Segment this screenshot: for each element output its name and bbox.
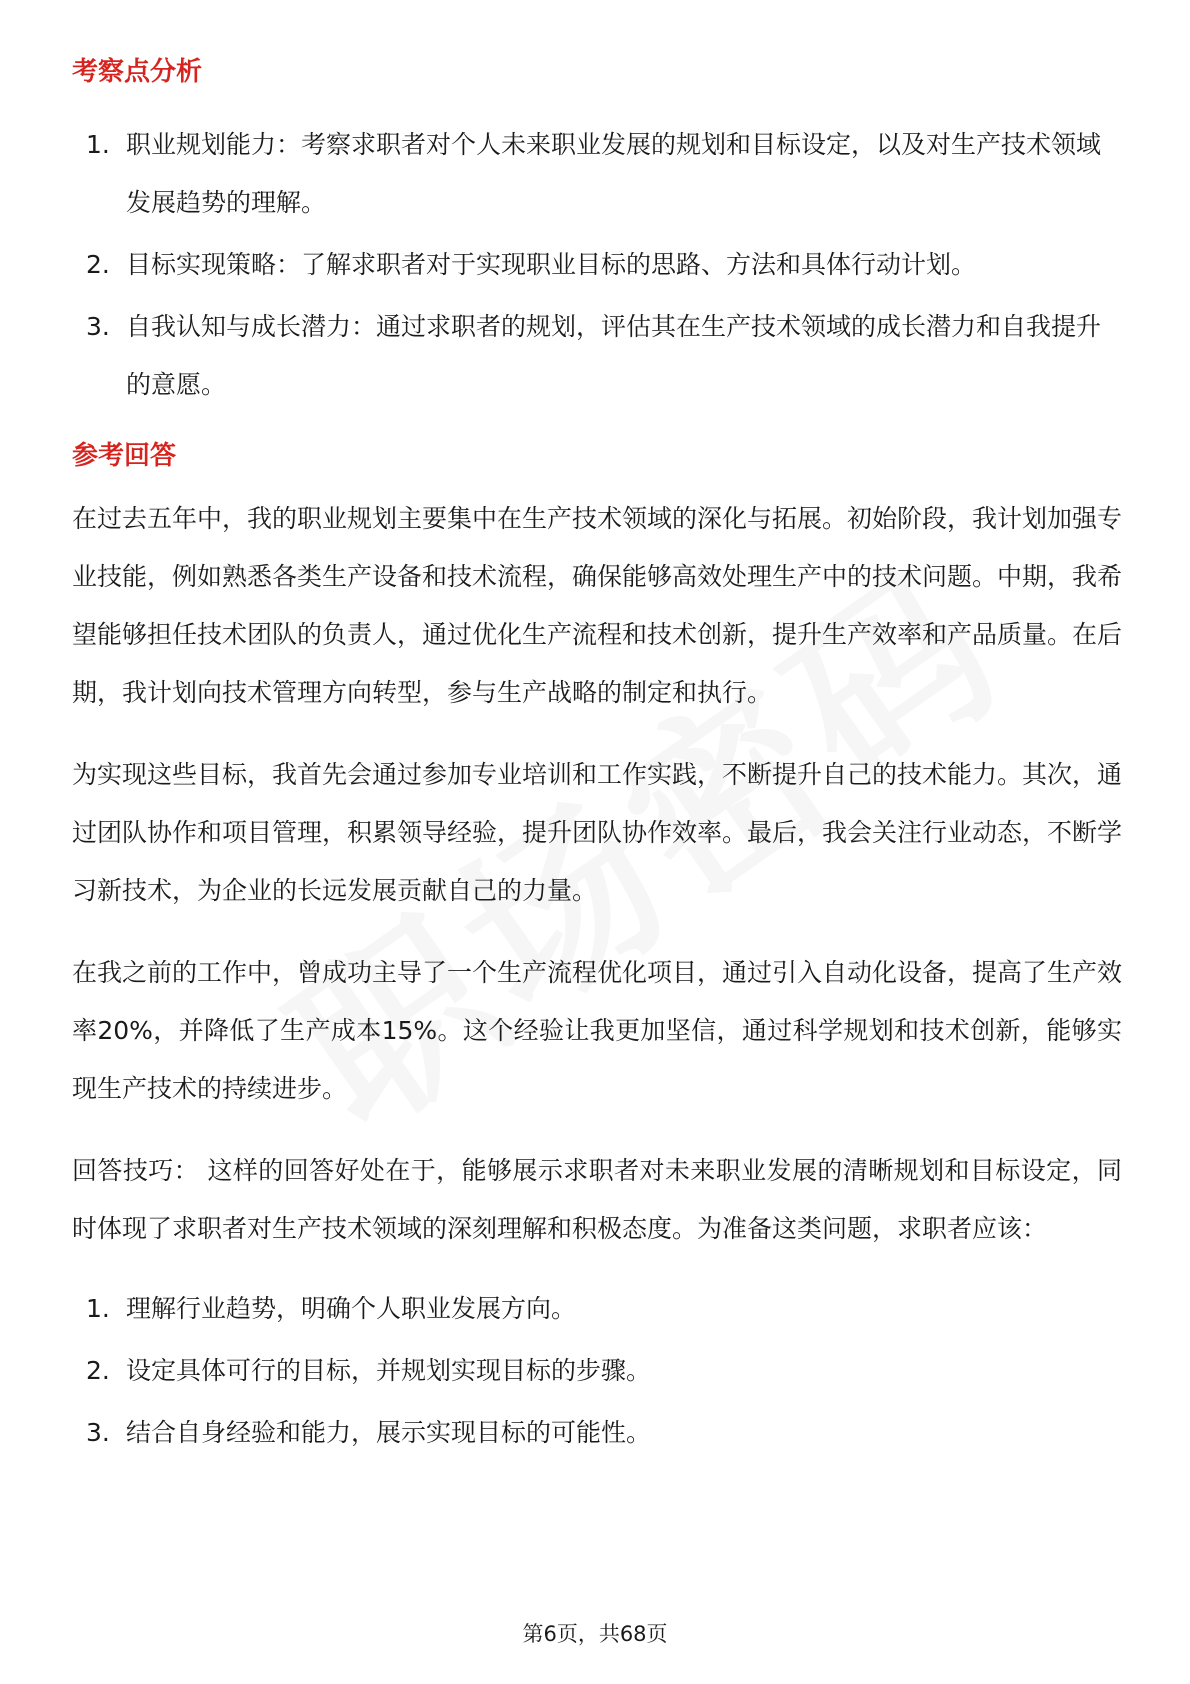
list-item-number: 2. xyxy=(86,1356,110,1385)
list-item-number: 1. xyxy=(86,130,110,159)
page-number: 第6页，共68页 xyxy=(522,1622,668,1646)
answer-title: 参考回答 xyxy=(72,441,177,471)
list-item-number: 1. xyxy=(86,1294,110,1323)
list-item xyxy=(72,298,1122,414)
list-item xyxy=(72,116,1122,232)
list-item-text: 目标实现策略：了解求职者对于实现职业目标的思路、方法和具体行动计划。 xyxy=(126,250,977,279)
answer-tips-paragraph: 回答技巧： 这样的回答好处在于，能够展示求职者对未来职业发展的清晰规划和目标设定，同时体现了求职者对生产技术领域的深刻理解和积极态度。为准备这类问题，求职者应该： xyxy=(72,1156,1122,1243)
analysis-list xyxy=(72,116,1122,414)
list-item-text: 设定具体可行的目标，并规划实现目标的步骤。 xyxy=(126,1356,652,1385)
list-item xyxy=(72,236,1122,294)
list-item-number: 2. xyxy=(86,250,110,279)
list-item xyxy=(72,1280,1122,1338)
list-item-text: 理解行业趋势，明确个人职业发展方向。 xyxy=(126,1294,577,1323)
document-body xyxy=(72,44,1122,1466)
list-item-text: 自我认知与成长潜力：通过求职者的规划，评估其在生产技术领域的成长潜力和自我提升的意愿。 xyxy=(126,312,1102,399)
answer-paragraph: 为实现这些目标，我首先会通过参加专业培训和工作实践，不断提升自己的技术能力。其次，通过团队协作和项目管理，积累领导经验，提升团队协作效率。最后，我会关注行业动态，不断学习新技术，为企业的长远发展贡献自己的力量。 xyxy=(72,760,1123,905)
tips-list xyxy=(72,1280,1122,1462)
analysis-title: 考察点分析 xyxy=(72,57,203,87)
list-item xyxy=(72,1404,1122,1462)
list-item-text: 职业规划能力：考察求职者对个人未来职业发展的规划和目标设定，以及对生产技术领域发展趋势的理解。 xyxy=(126,130,1102,217)
list-item-number: 3. xyxy=(86,312,110,341)
answer-paragraph: 在过去五年中，我的职业规划主要集中在生产技术领域的深化与拓展。初始阶段，我计划加强专业技能，例如熟悉各类生产设备和技术流程，确保能够高效处理生产中的技术问题。中期，我希望能够担任技术团队的负责人，通过优化生产流程和技术创新，提升生产效率和产品质量。在后期，我计划向技术管理方向转型，参与生产战略的制定和执行。 xyxy=(72,504,1123,707)
answer-paragraph: 在我之前的工作中，曾成功主导了一个生产流程优化项目，通过引入自动化设备，提高了生产效率20%，并降低了生产成本15%。这个经验让我更加坚信，通过科学规划和技术创新，能够实现生产技术的持续进步。 xyxy=(72,958,1123,1103)
list-item xyxy=(72,1342,1122,1400)
list-item-text: 结合自身经验和能力，展示实现目标的可能性。 xyxy=(126,1418,652,1447)
list-item-number: 3. xyxy=(86,1418,110,1447)
